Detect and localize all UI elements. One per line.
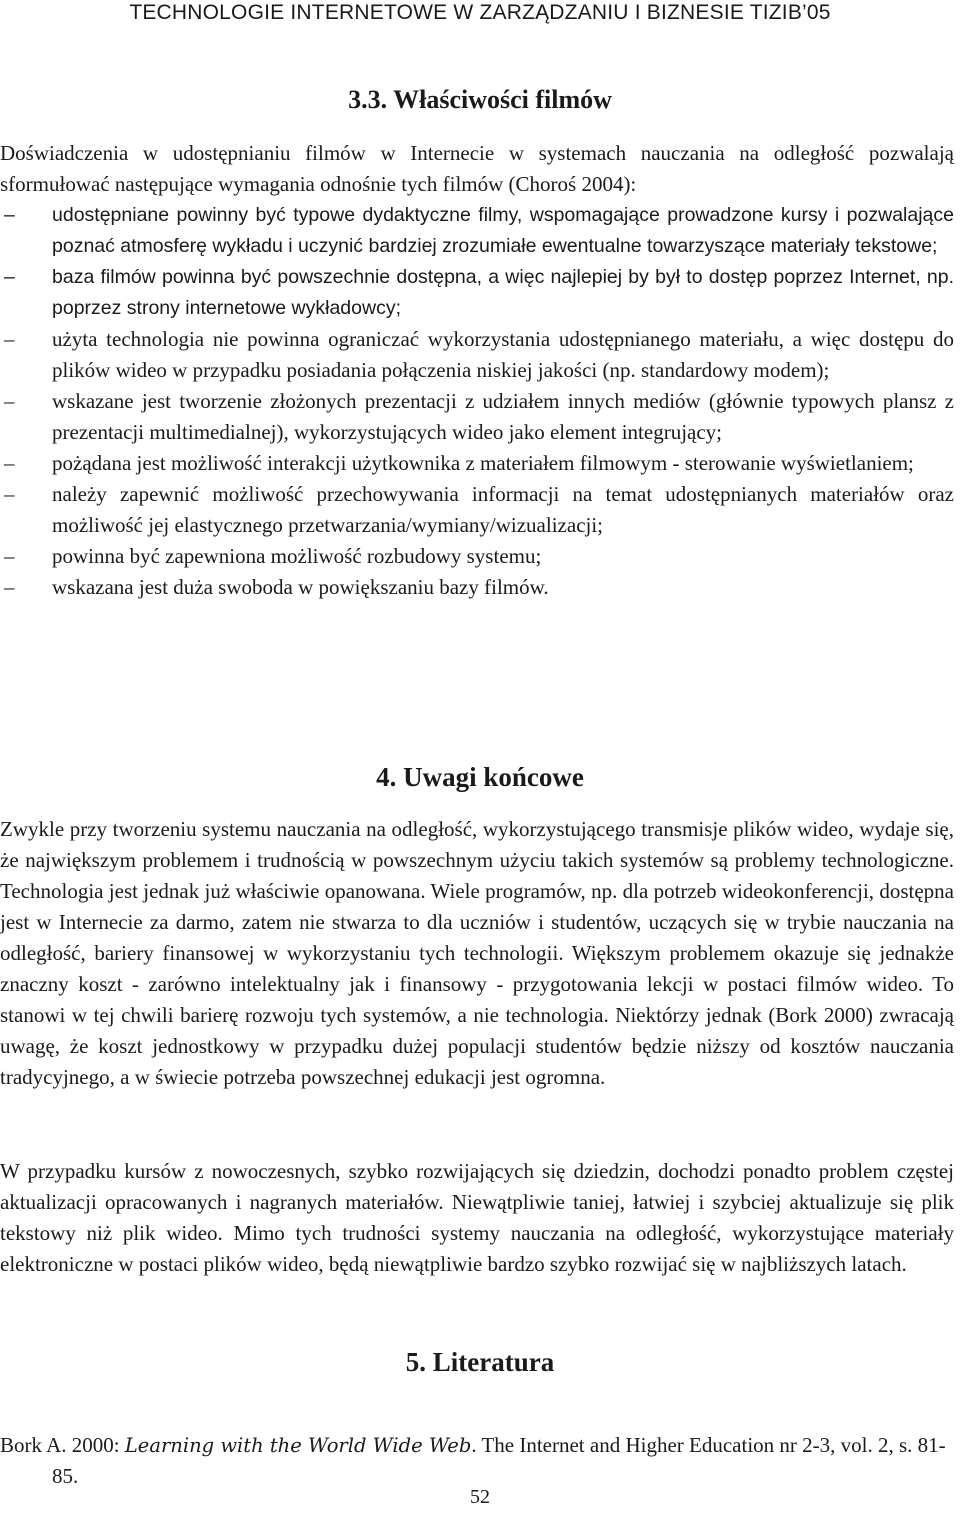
list-item-text: należy zapewnić możliwość przechowywania informacji na temat udostępnianych materiałów oraz możliwość jej elastycznego przetwarzania/wymiany/wizualizacji;: [52, 482, 954, 537]
list-item: [0, 479, 954, 541]
dash-marker: –: [4, 266, 15, 288]
section-heading-5-text: 5. Literatura: [405, 1347, 555, 1377]
dash-marker: –: [4, 204, 15, 226]
list-item-text: wskazane jest tworzenie złożonych prezentacji z udziałem innych mediów (głównie typowych plansz z prezentacji multimedialnej), wykorzystujących wideo jako element integrujący;: [52, 389, 954, 444]
list-item: [0, 448, 954, 479]
reference-entry: [0, 1430, 954, 1492]
section-heading-4-text: 4. Uwagi końcowe: [376, 762, 584, 792]
section-4-paragraph-2: W przypadku kursów z nowoczesnych, szybko rozwijających się dziedzin, dochodzi ponadto problem częstej aktualizacji opracowanych i nagranych materiałów. Niewątpliwie taniej, łatwiej i szybciej aktualizuje się plik tekstowy niż plik wideo. Mimo tych trudności systemy nauczania na odległość, wykorzystujące materiały elektroniczne w postaci plików wideo, będą niewątpliwie bardzo szybko rozwijać się w najbliższych latach.: [0, 1159, 954, 1276]
reference-author: Bork A. 2000:: [0, 1433, 125, 1457]
list-item-text: udostępniane powinny być typowe dydaktyczne filmy, wspomagające prowadzone kursy i pozwalające poznać atmosferę wykładu i uczynić bardziej zrozumiałe ewentualne towarzyszące materiały tekstowe;: [52, 204, 954, 257]
list-item-text: baza filmów powinna być powszechnie dostępna, a więc najlepiej by był to dostęp poprzez Internet, np. poprzez strony internetowe wykładowcy;: [52, 266, 954, 319]
section-heading-4: [0, 761, 960, 794]
running-header: TECHNOLOGIE INTERNETOWE W ZARZĄDZANIU I BIZNESIE TIZIB’05: [129, 1, 831, 24]
dash-marker: –: [4, 327, 15, 351]
list-item: [0, 200, 954, 262]
page-number: 52: [470, 1486, 490, 1508]
list-item-text: wskazana jest duża swoboda w powiększaniu bazy filmów.: [52, 575, 549, 599]
section-4-paragraph-1: Zwykle przy tworzeniu systemu nauczania na odległość, wykorzystującego transmisje plików wideo, wydaje się, że największym problemem i trudnością w powszechnym użyciu takich systemów są problemy technologiczne. Technologia jest jednak już właściwie opanowana. Wiele programów, np. dla potrzeb wideokonferencji, dostępna jest w Internecie za darmo, zatem nie stwarza to dla uczniów i studentów, uczących się w trybie nauczania na odległość, bariery finansowej w wykorzystaniu tych technologii. Większym problemem okazuje się jednakże znaczny koszt - zarówno intelektualny jak i finansowy - przygotowania lekcji w postaci filmów wideo. To stanowi w tej chwili barierę rozwoju tych systemów, a nie technologia. Niektórzy jednak (Bork 2000) zwracają uwagę, że koszt jednostkowy w przypadku dużej populacji studentów będzie niższy od kosztów nauczania tradycyjnego, a w świecie potrzeba powszechnej edukacji jest ogromna.: [0, 817, 954, 1089]
dash-marker: –: [4, 575, 15, 599]
list-item: [0, 262, 954, 324]
list-item: [0, 572, 954, 603]
list-item-text: pożądana jest możliwość interakcji użytkownika z materiałem filmowym - sterowanie wyświetlaniem;: [52, 451, 914, 475]
dash-marker: –: [4, 482, 15, 506]
section-3-3-intro: Doświadczenia w udostępnianiu filmów w Internecie w systemach nauczania na odległość pozwalają sformułować następujące wymagania odnośnie tych filmów (Choroś 2004):: [0, 141, 954, 196]
requirements-list: [0, 200, 954, 603]
list-item-text: użyta technologia nie powinna ograniczać wykorzystania udostępnianego materiału, a więc dostępu do plików wideo w przypadku posiadania połączenia niskiej jakości (np. standardowy modem);: [52, 327, 954, 382]
dash-marker: –: [4, 451, 15, 475]
list-item: [0, 541, 954, 572]
list-item: [0, 386, 954, 448]
section-heading-3-3: 3.3. Właściwości filmów: [348, 85, 612, 114]
reference-title: Learning with the World Wide Web: [124, 1434, 472, 1457]
list-item-text: powinna być zapewniona możliwość rozbudowy systemu;: [52, 544, 542, 568]
list-item: [0, 324, 954, 386]
dash-marker: –: [4, 544, 15, 568]
reference-details: . The Internet and Higher Education nr 2-3, vol. 2, s. 81-85.: [52, 1433, 946, 1488]
dash-marker: –: [4, 389, 15, 413]
section-heading-5: [0, 1346, 960, 1379]
